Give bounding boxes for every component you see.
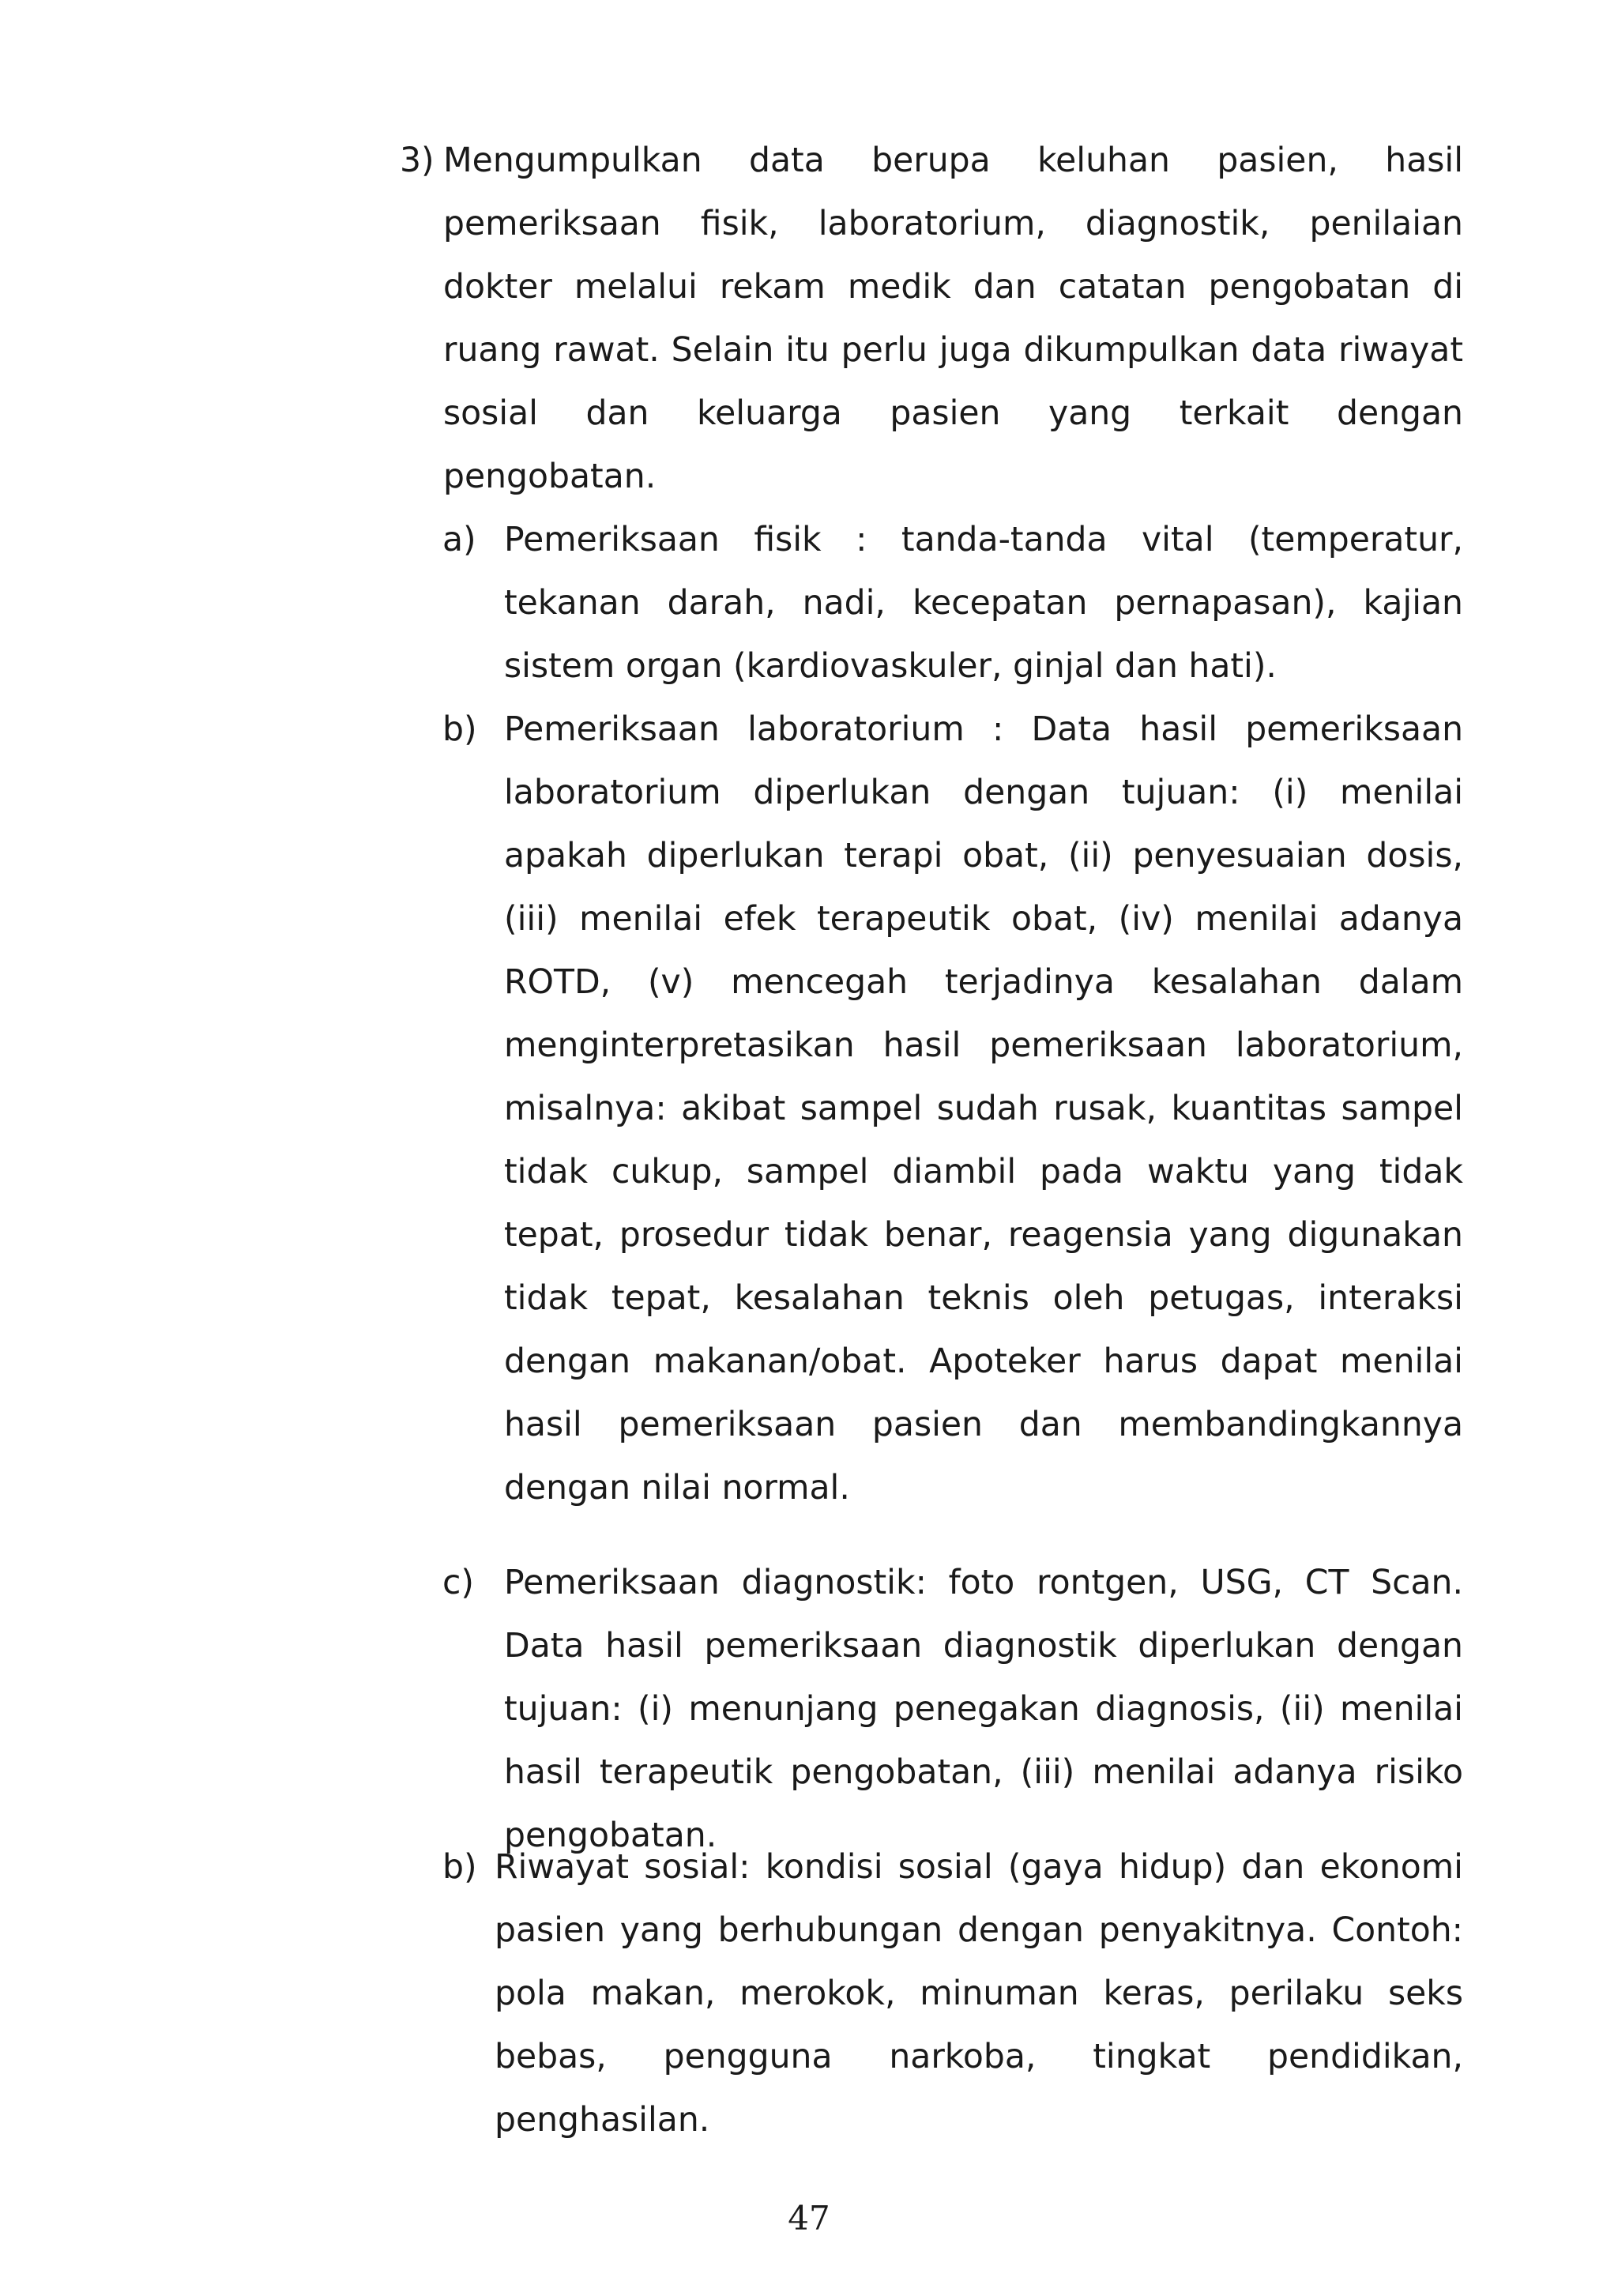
sub-item-marker: b) — [442, 1848, 477, 1887]
list-marker: 3) — [400, 141, 435, 180]
sub-item-marker: b) — [442, 710, 477, 749]
sub-item-physical-exam — [442, 509, 1463, 698]
sub-item-text: Pemeriksaan diagnostik: foto rontgen, USG, CT Scan. Data hasil pemeriksaan diagnostik diperlukan dengan tujuan: (i) menunjang penegakan diagnosis, (ii) menilai hasil terapeutik pengobatan, (iii) menilai adanya risiko pengobatan. — [504, 1564, 1463, 1855]
list-item-3 — [400, 130, 1463, 509]
sub-item-text: Pemeriksaan fisik : tanda-tanda vital (temperatur, tekanan darah, nadi, kecepatan pernapasan), kajian sistem organ (kardiovaskuler, ginjal dan hati). — [504, 521, 1463, 686]
sub-item-laboratory-exam — [442, 698, 1463, 1520]
page-number: 47 — [788, 2199, 830, 2238]
sub-item-diagnostic-exam — [442, 1552, 1463, 1868]
sub-item-social-history — [442, 1836, 1463, 2152]
paragraph-text: Mengumpulkan data berupa keluhan pasien, hasil pemeriksaan fisik, laboratorium, diagnostik, penilaian dokter melalui rekam medik dan catatan pengobatan di ruang rawat. Selain itu perlu juga dikumpulkan data riwayat sosial dan keluarga pasien yang terkait dengan pengobatan. — [443, 141, 1463, 496]
sub-item-text: Pemeriksaan laboratorium : Data hasil pemeriksaan laboratorium diperlukan dengan tujuan: (i) menilai apakah diperlukan terapi obat, (ii) penyesuaian dosis, (iii) menilai efek terapeutik obat, (iv) menilai adanya ROTD, (v) mencegah terjadinya kesalahan dalam menginterpretasikan hasil pemeriksaan laboratorium, misalnya: akibat sampel sudah rusak, kuantitas sampel tidak cukup, sampel diambil pada waktu yang tidak tepat, prosedur tidak benar, reagensia yang digunakan tidak tepat, kesalahan teknis oleh petugas, interaksi dengan makanan/obat. Apoteker harus dapat menilai hasil pemeriksaan pasien dan membandingkannya dengan nilai normal. — [504, 710, 1463, 1507]
sub-item-text: Riwayat sosial: kondisi sosial (gaya hidup) dan ekonomi pasien yang berhubungan dengan penyakitnya. Contoh: pola makan, merokok, minuman keras, perilaku seks bebas, pengguna narkoba, tingkat pendidikan, penghasilan. — [495, 1848, 1463, 2140]
sub-item-marker: c) — [442, 1564, 474, 1602]
sub-item-marker: a) — [442, 521, 476, 559]
